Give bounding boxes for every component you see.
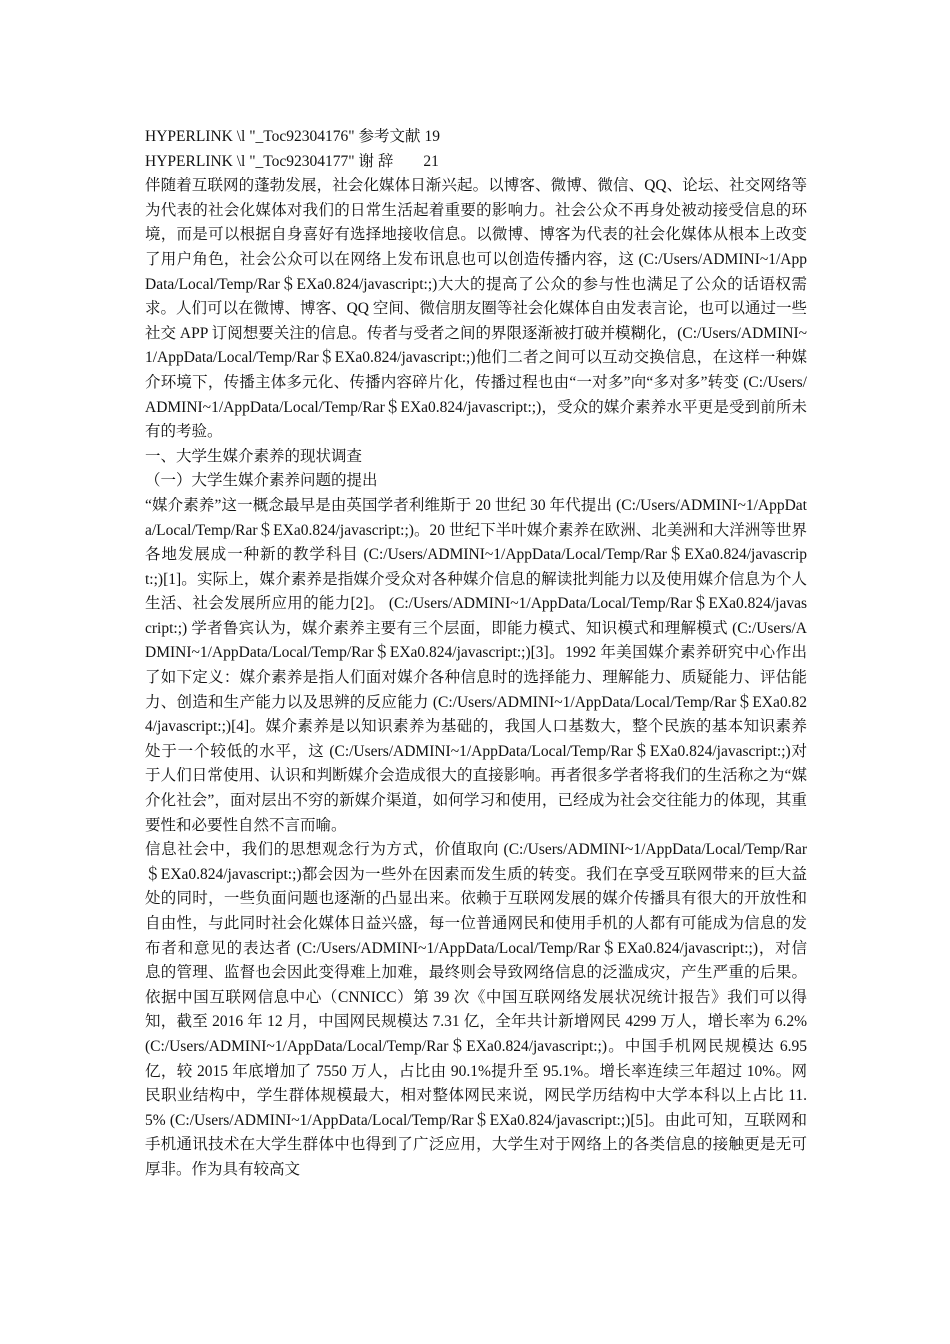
toc-entry-references[interactable] — [145, 125, 807, 150]
paragraph-information-society: 信息社会中，我们的思想观念行为方式，价值取向 (C:/Users/ADMINI~1/AppData/Local/Temp/Rar＄EXa0.824/javascript:;)都会因为一些外在因素而发生质的转变。我们在享受互联网带来的巨大益处的同时，一些负面问题也逐渐的凸显出来。依赖于互联网发展的媒介传播具有很大的开放性和自由性，与此同时社会化媒体日益兴盛，每一位普通网民和使用手机的人都有可能成为信息的发布者和意见的表达者 (C:/Users/ADMINI~1/AppData/Local/Temp/Rar＄EXa0.824/javascript:;)，对信息的管理、监督也会因此变得难上加难，最终则会导致网络信息的泛滥成灾，产生严重的后果。依据中国互联网信息中心（CNNICC）第 39 次《中国互联网络发展状况统计报告》我们可以得知，截至 2016 年 12 月，中国网民规模达 7.31 亿，全年共计新增网民 4299 万人，增长率为 6.2% (C:/Users/ADMINI~1/AppData/Local/Temp/Rar＄EXa0.824/javascript:;)。中国手机网民规模达 6.95 亿，较 2015 年底增加了 7550 万人，占比由 90.1%提升至 95.1%。增长率连续三年超过 10%。网民职业结构中，学生群体规模最大，相对整体网民来说，网民学历结构中大学本科以上占比 11.5% (C:/Users/ADMINI~1/AppData/Local/Temp/Rar＄EXa0.824/javascript:;)[5]。由此可知，互联网和手机通讯技术在大学生群体中也得到了广泛应用，大学生对于网络上的各类信息的接触更是无可厚非。作为具有较高文 — [145, 841, 807, 1178]
paragraph-intro: 伴随着互联网的蓬勃发展，社会化媒体日渐兴起。以博客、微博、微信、QQ、论坛、社交网络等为代表的社会化媒体对我们的日常生活起着重要的影响力。社会公众不再身处被动接受信息的环境，而是可以根据自身喜好有选择地接收信息。以微博、博客为代表的社会化媒体从根本上改变了用户角色，社会公众可以在网络上发布讯息也可以创造传播内容，这 (C:/Users/ADMINI~1/AppData/Local/Temp/Rar＄EXa0.824/javascript:;)大大的提高了公众的参与性也满足了公众的话语权需求。人们可以在微博、博客、QQ 空间、微信朋友圈等社会化媒体自由发表言论，也可以通过一些社交 APP 订阅想要关注的信息。传者与受者之间的界限逐渐被打破并模糊化，(C:/Users/ADMINI~1/AppData/Local/Temp/Rar＄EXa0.824/javascript:;)他们二者之间可以互动交换信息，在这样一种媒介环境下，传播主体多元化、传播内容碎片化，传播过程也由“一对多”向“多对多”转变 (C:/Users/ADMINI~1/AppData/Local/Temp/Rar＄EXa0.824/javascript:;)，受众的媒介素养水平更是受到前所未有的考验。 — [145, 177, 807, 441]
toc-entry-page: 21 — [423, 152, 439, 170]
toc-entry-acknowledgements[interactable] — [145, 150, 807, 175]
toc-entry-title: 谢 辞 — [358, 152, 394, 170]
subsection-heading: （一）大学生媒介素养问题的提出 — [145, 472, 378, 490]
document-body — [145, 125, 807, 1183]
paragraph-media-literacy-definition: “媒介素养”这一概念最早是由英国学者利维斯于 20 世纪 30 年代提出 (C:/Users/ADMINI~1/AppData/Local/Temp/Rar＄EXa0.824/javascript:;)。20 世纪下半叶媒介素养在欧洲、北美洲和大洋洲等世界各地发展成一种新的教学科目 (C:/Users/ADMINI~1/AppData/Local/Temp/Rar＄EXa0.824/javascript:;)[1]。实际上，媒介素养是指媒介受众对各种媒介信息的解读批判能力以及使用媒介信息为个人生活、社会发展所应用的能力[2]。 (C:/Users/ADMINI~1/AppData/Local/Temp/Rar＄EXa0.824/javascript:;) 学者鲁宾认为，媒介素养主要有三个层面，即能力模式、知识模式和理解模式 (C:/Users/ADMINI~1/AppData/Local/Temp/Rar＄EXa0.824/javascript:;)[3]。1992 年美国媒介素养研究中心作出了如下定义：媒介素养是指人们面对媒介各种信息时的选择能力、理解能力、质疑能力、评估能力、创造和生产能力以及思辨的反应能力 (C:/Users/ADMINI~1/AppData/Local/Temp/Rar＄EXa0.824/javascript:;)[4]。媒介素养是以知识素养为基础的，我国人口基数大，整个民族的基本知识素养处于一个较低的水平，这 (C:/Users/ADMINI~1/AppData/Local/Temp/Rar＄EXa0.824/javascript:;)对于人们日常使用、认识和判断媒介会造成很大的直接影响。再者很多学者将我们的生活称之为“媒介化社会”，面对层出不穷的新媒介渠道，如何学习和使用，已经成为社会交往能力的体现，其重要性和必要性自然不言而喻。 — [145, 496, 807, 834]
section-heading: 一、大学生媒介素养的现状调查 — [145, 447, 363, 465]
toc-entry-page: 19 — [424, 128, 441, 145]
toc-hyperlink-field: HYPERLINK \l "_Toc92304177" — [145, 152, 359, 170]
toc-entry-title: 参考文献 — [358, 128, 421, 145]
toc-hyperlink-field: HYPERLINK \l "_Toc92304176" — [145, 128, 359, 145]
